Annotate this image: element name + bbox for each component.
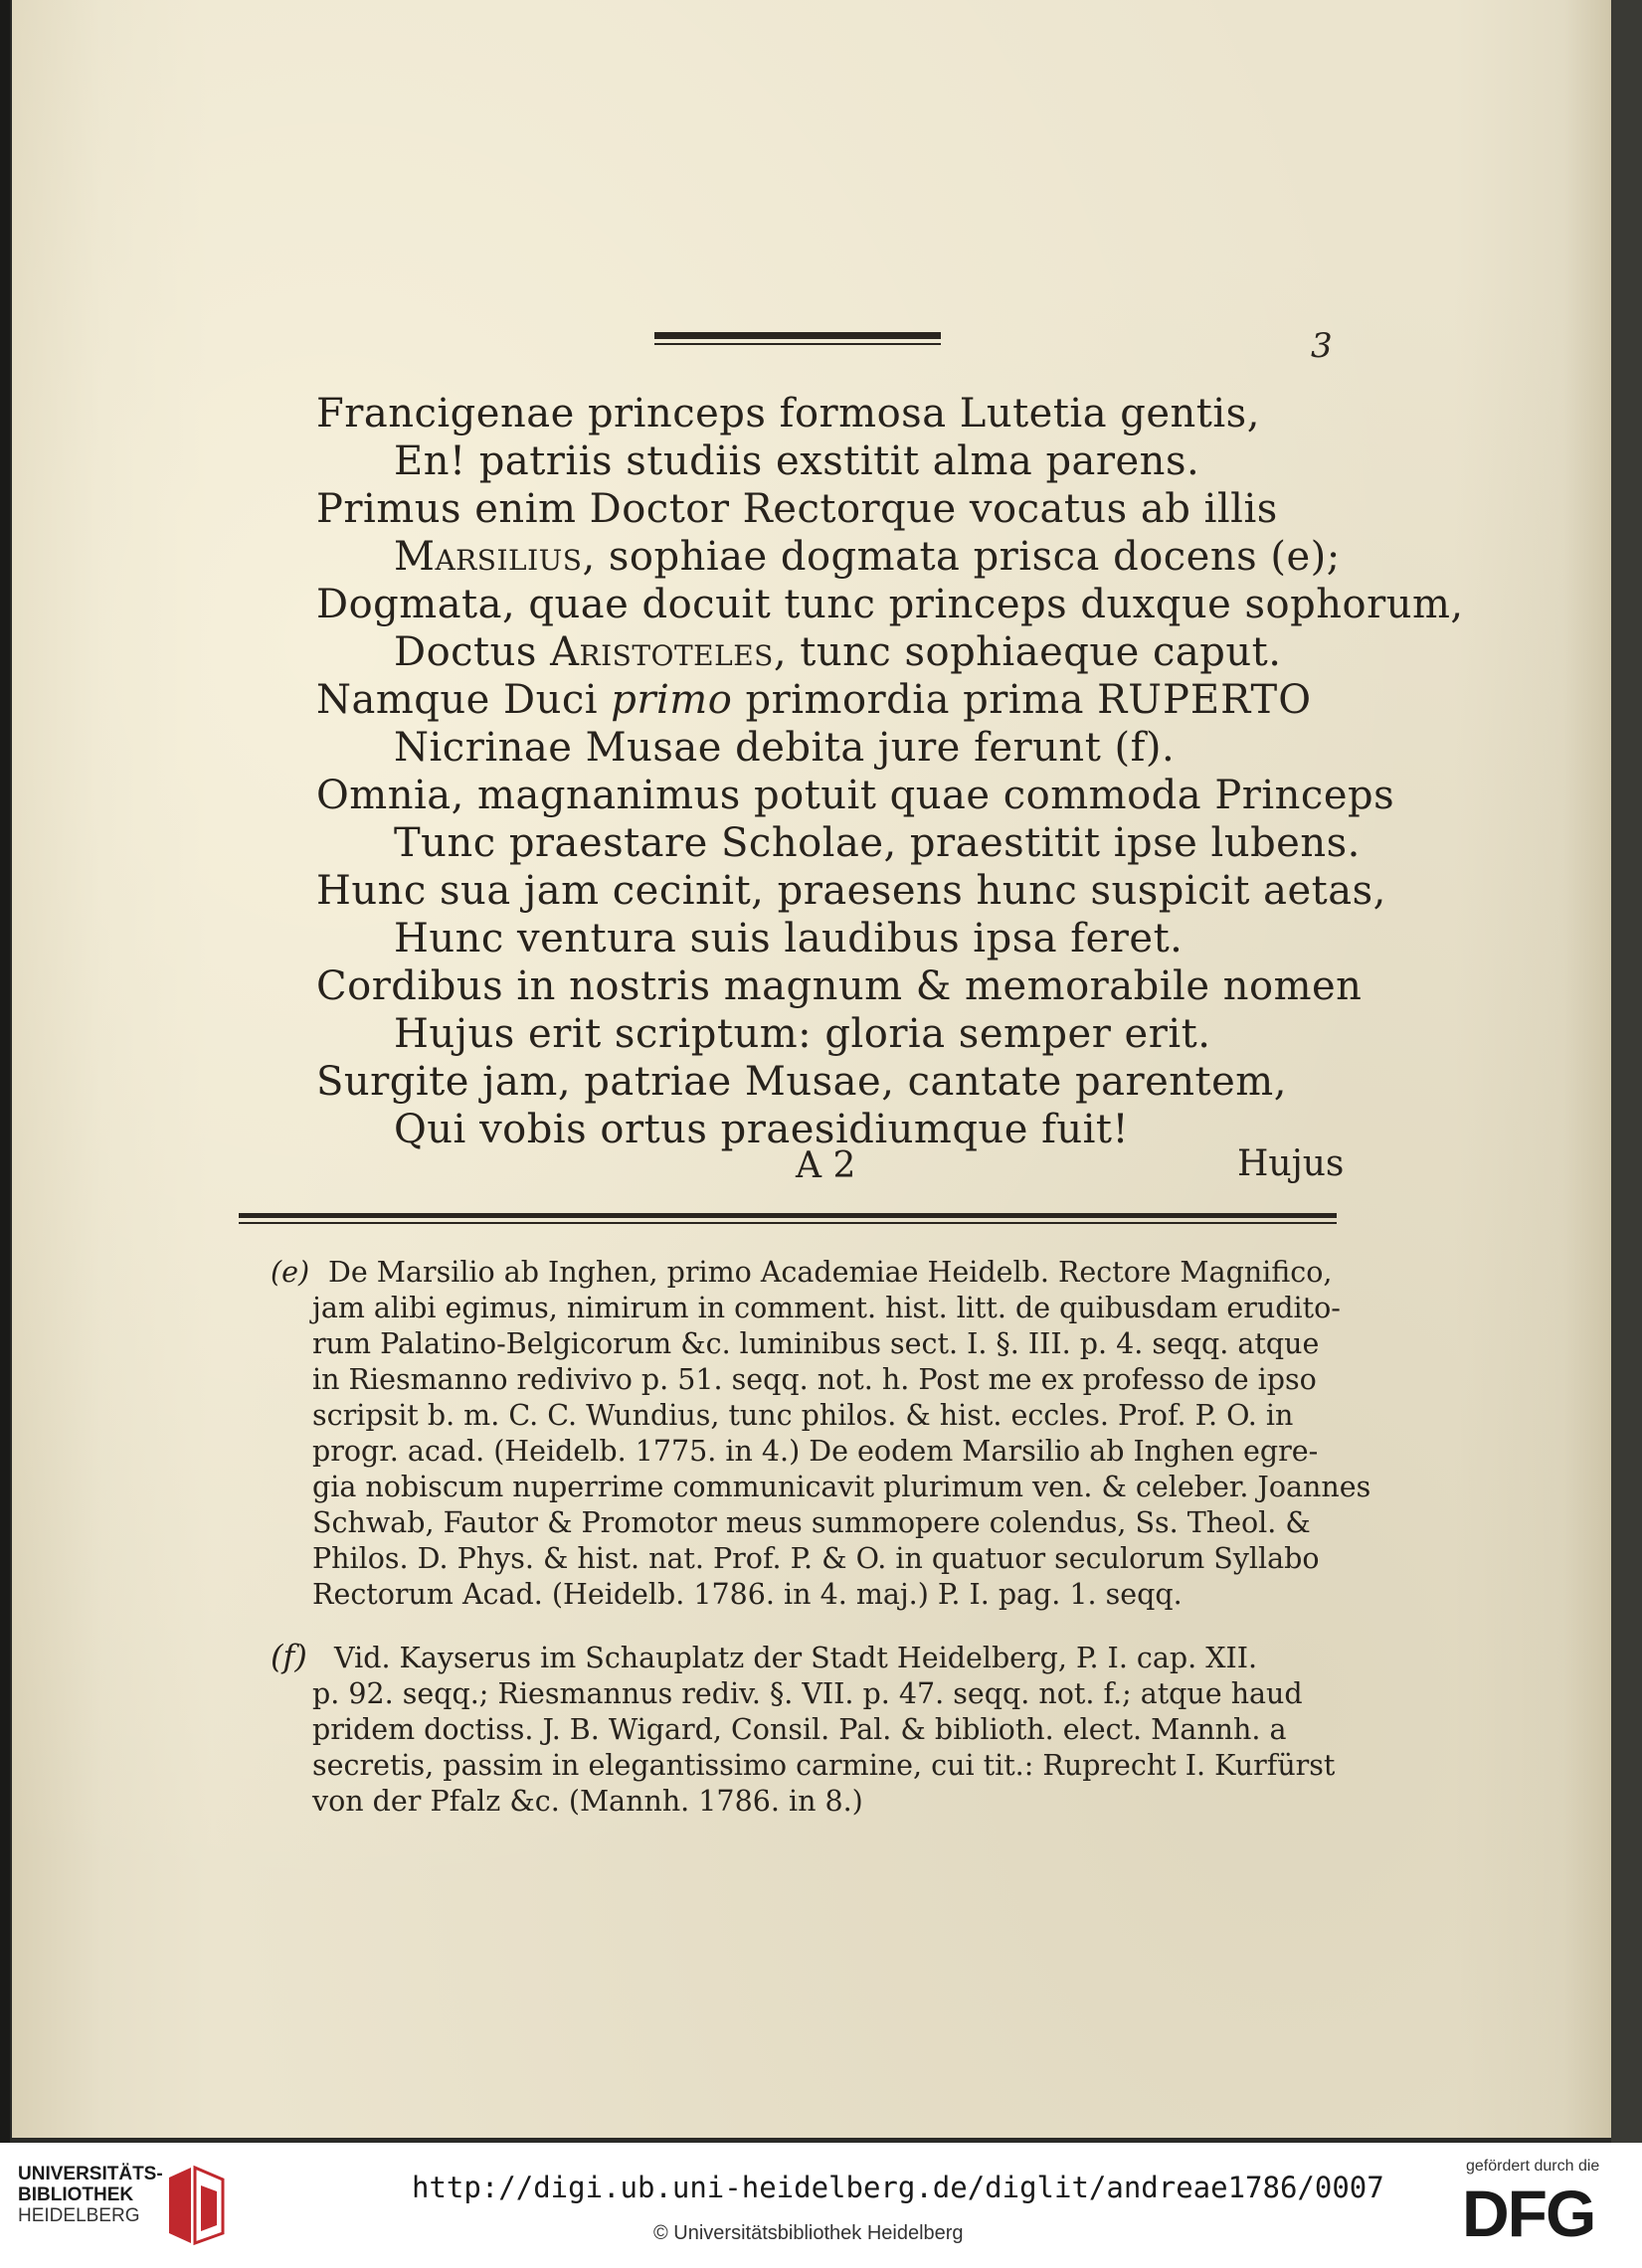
verse-line-13: Cordibus in nostris magnum & memorabile nomen	[316, 963, 1363, 1009]
footnote-e-line-3: rum Palatino-Belgicorum &c. luminibus sect. I. §. III. p. 4. seqq. atque	[312, 1327, 1320, 1360]
verse-line-10: Tunc praestare Scholae, praestitit ipse lubens.	[394, 820, 1361, 866]
verse-line-7: Namque Duci primo primordia prima RUPERTO	[316, 677, 1312, 723]
header-rule	[654, 332, 941, 339]
verse-line-3: Primus enim Doctor Rectorque vocatus ab illis	[316, 486, 1278, 532]
catchword: Hujus	[1237, 1143, 1345, 1184]
verse-line-8: Nicrinae Musae debita jure ferunt (f).	[394, 725, 1176, 771]
footnote-f-line-2: p. 92. seqq.; Riesmannus rediv. §. VII. p. 47. seqq. not. f.; atque haud	[312, 1677, 1303, 1710]
footnote-f-mark: (f)	[271, 1638, 307, 1675]
library-name-line-2: BIBLIOTHEK	[18, 2184, 134, 2205]
verse-line-9: Omnia, magnanimus potuit quae commoda Princeps	[316, 773, 1395, 818]
footnote-f-line-1: Vid. Kayserus im Schauplatz der Stadt Heidelberg, P. I. cap. XII.	[334, 1642, 1258, 1674]
permalink-url[interactable]: http://digi.ub.uni-heidelberg.de/diglit/andreae1786/0007	[412, 2171, 1384, 2204]
dfg-logo[interactable]: DFG	[1462, 2177, 1595, 2250]
footnote-e-line-7: gia nobiscum nuperrime communicavit plurimum ven. & celeber. Joannes	[312, 1471, 1371, 1503]
footnote-e-mark: (e)	[271, 1256, 310, 1289]
header-rule-thin	[654, 343, 941, 345]
footnote-rule-thin	[239, 1222, 1337, 1224]
verse-line-6: Doctus Aristoteles, tunc sophiaeque caput.	[394, 629, 1282, 675]
footnote-f-line-4: secretis, passim in elegantissimo carmine, cui tit.: Ruprecht I. Kurfürst	[312, 1749, 1336, 1782]
library-logo-icon[interactable]	[165, 2164, 227, 2247]
verse-line-15: Surgite jam, patriae Musae, cantate parentem,	[316, 1059, 1287, 1105]
library-name[interactable]	[18, 2164, 163, 2226]
verse-line-16: Qui vobis ortus praesidiumque fuit!	[394, 1107, 1130, 1152]
verse-line-1: Francigenae princeps formosa Lutetia gentis,	[316, 391, 1260, 436]
signature-mark: A 2	[796, 1145, 856, 1186]
footnote-e-line-5: scripsit b. m. C. C. Wundius, tunc philos. & hist. eccles. Prof. P. O. in	[312, 1399, 1294, 1432]
book-edge	[1611, 0, 1642, 2143]
verse-line-4: Marsilius, sophiae dogmata prisca docens (e);	[394, 534, 1341, 580]
verse-line-5: Dogmata, quae docuit tunc princeps duxque sophorum,	[316, 582, 1464, 627]
footnote-e-line-4: in Riesmanno redivivo p. 51. seqq. not. h. Post me ex professo de ipso	[312, 1363, 1317, 1396]
footnote-e-line-6: progr. acad. (Heidelb. 1775. in 4.) De eodem Marsilio ab Inghen egre-	[312, 1435, 1319, 1468]
funded-by-label: gefördert durch die	[1466, 2158, 1600, 2175]
footer-bar	[0, 2143, 1642, 2268]
book-spine	[0, 0, 10, 2143]
footnote-f-line-3: pridem doctiss. J. B. Wigard, Consil. Pal. & biblioth. elect. Mannh. a	[312, 1713, 1287, 1746]
copyright-notice: © Universitätsbibliothek Heidelberg	[653, 2222, 964, 2244]
footnote-f-line-5: von der Pfalz &c. (Mannh. 1786. in 8.)	[312, 1785, 863, 1818]
verse-line-2: En! patriis studiis exstitit alma parens.	[394, 438, 1200, 484]
footnote-e-line-10: Rectorum Acad. (Heidelb. 1786. in 4. maj.) P. I. pag. 1. seqq.	[312, 1578, 1183, 1611]
verse-line-14: Hujus erit scriptum: gloria semper erit.	[394, 1011, 1211, 1057]
library-name-line-3: HEIDELBERG	[18, 2205, 140, 2226]
footnote-e-line-9: Philos. D. Phys. & hist. nat. Prof. P. & O. in quatuor seculorum Syllabo	[312, 1542, 1320, 1575]
library-name-line-1: UNIVERSITÄTS-	[18, 2164, 163, 2184]
footnote-e-line-2: jam alibi egimus, nimirum in comment. hist. litt. de quibusdam erudito-	[312, 1292, 1341, 1324]
page-number: 3	[1311, 326, 1333, 366]
footnote-e-line-8: Schwab, Fautor & Promotor meus summopere colendus, Ss. Theol. &	[312, 1506, 1311, 1539]
footnote-e-line-1: De Marsilio ab Inghen, primo Academiae Heidelb. Rectore Magnifico,	[328, 1256, 1333, 1289]
verse-line-12: Hunc ventura suis laudibus ipsa feret.	[394, 916, 1184, 961]
verse-line-11: Hunc sua jam cecinit, praesens hunc suspicit aetas,	[316, 868, 1386, 914]
footnote-rule	[239, 1213, 1337, 1218]
